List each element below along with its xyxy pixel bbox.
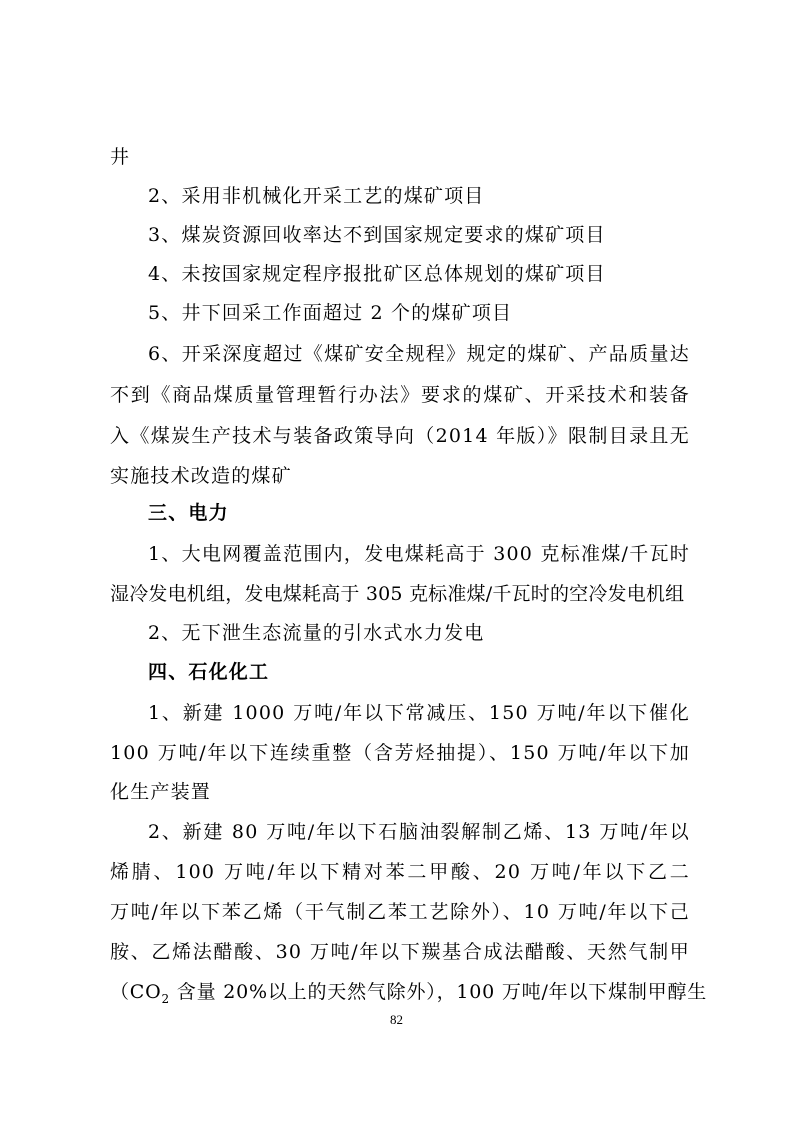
text-line: 万吨/年以下苯乙烯（干气制乙苯工艺除外）、10 万吨/年以下己 <box>110 901 690 923</box>
text-fragment: 含量 20%以上的天然气除外），100 万吨/年以下煤制甲醇生 <box>169 981 708 1003</box>
text-line: 入《煤炭生产技术与装备政策导向（2014 年版）》限制目录且无 <box>110 425 690 447</box>
list-item: 3、煤炭资源回收率达不到国家规定要求的煤矿项目 <box>148 224 606 246</box>
list-item: 2、新建 80 万吨/年以下石脑油裂解制乙烯、13 万吨/年以 <box>148 821 690 843</box>
list-item: 5、井下回采工作面超过 2 个的煤矿项目 <box>148 302 513 324</box>
list-item: 1、新建 1000 万吨/年以下常减压、150 万吨/年以下催化 <box>148 702 690 724</box>
page-number: 82 <box>390 1012 403 1027</box>
text-line: 不到《商品煤质量管理暂行办法》要求的煤矿、开采技术和装备 <box>110 384 690 406</box>
text-line: 烯腈、100 万吨/年以下精对苯二甲酸、20 万吨/年以下乙二 <box>110 861 690 883</box>
text-line <box>110 979 708 1006</box>
list-item: 4、未按国家规定程序报批矿区总体规划的煤矿项目 <box>148 263 606 285</box>
section-heading: 三、电力 <box>148 502 229 524</box>
text-line: 胺、乙烯法醋酸、30 万吨/年以下羰基合成法醋酸、天然气制甲 <box>110 941 690 963</box>
text-line: 实施技术改造的煤矿 <box>110 465 292 487</box>
text-line: 湿冷发电机组，发电煤耗高于 305 克标准煤/千瓦时的空冷发电机组 <box>110 583 685 605</box>
text-line: 化生产装置 <box>110 781 212 803</box>
list-item: 2、采用非机械化开采工艺的煤矿项目 <box>148 185 485 207</box>
text-line: 井 <box>110 146 131 168</box>
section-heading: 四、石化化工 <box>148 661 270 683</box>
text-line: 100 万吨/年以下连续重整（含芳烃抽提）、150 万吨/年以下加 <box>110 742 690 764</box>
list-item: 1、大电网覆盖范围内，发电煤耗高于 300 克标准煤/千瓦时 <box>148 543 690 565</box>
subscript-2: 2 <box>161 991 170 1006</box>
text-fragment: （CO <box>110 981 162 1003</box>
list-item: 6、开采深度超过《煤矿安全规程》规定的煤矿、产品质量达 <box>148 343 690 365</box>
list-item: 2、无下泄生态流量的引水式水力发电 <box>148 622 485 644</box>
